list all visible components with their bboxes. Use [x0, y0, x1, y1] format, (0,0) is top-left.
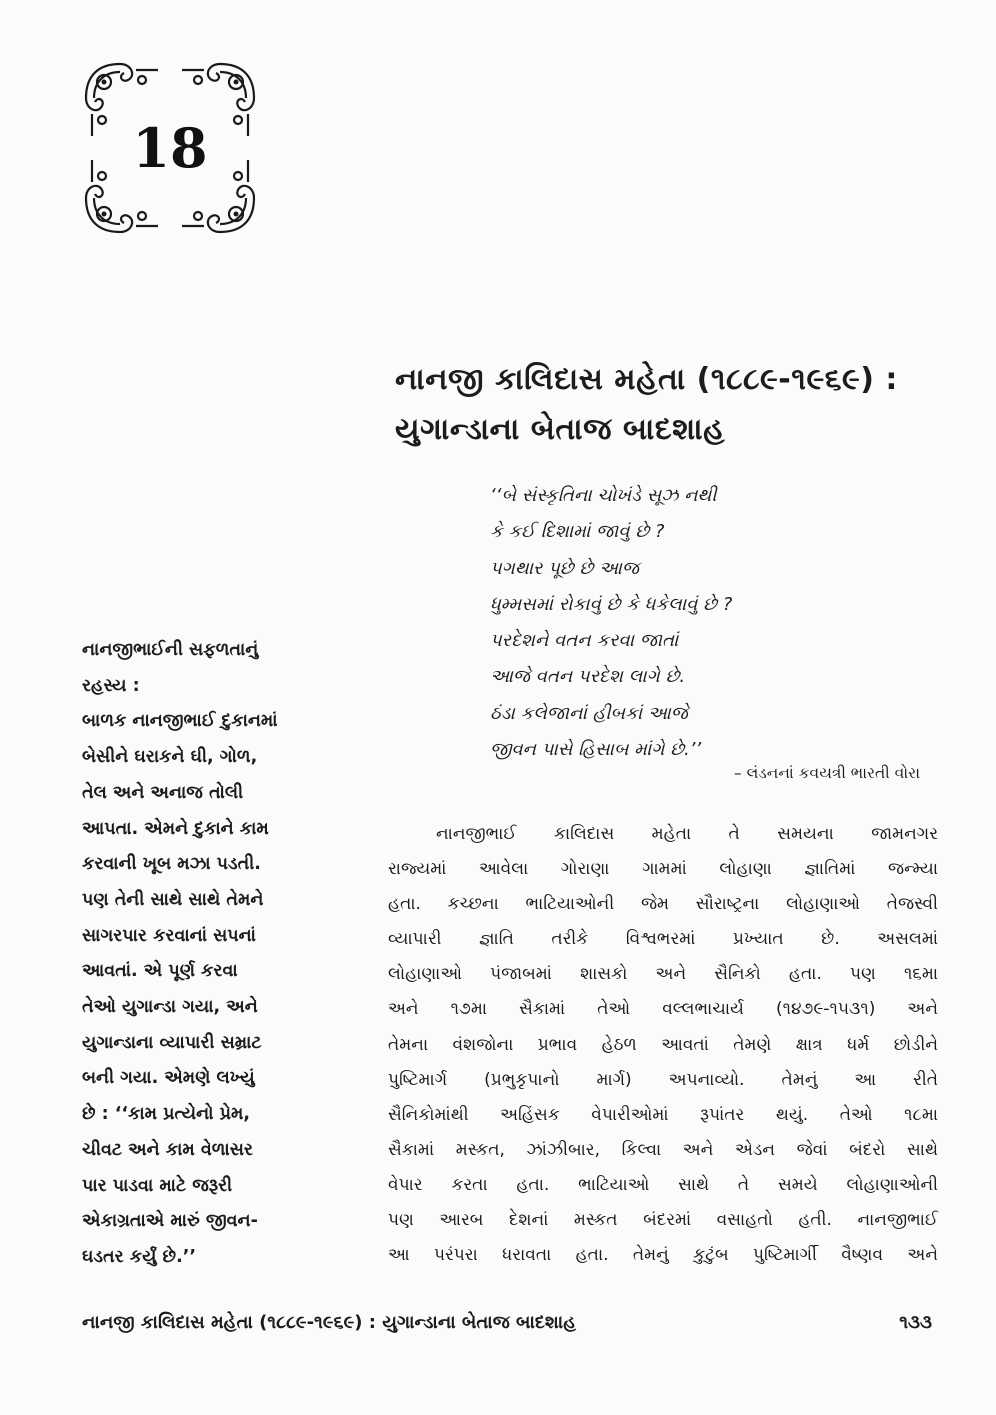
sidebar-line: છે : ‘‘કામ પ્રત્યેનો પ્રેમ,	[82, 1104, 250, 1125]
sidebar-line: આવતાં. એ પૂર્ણ કરવા	[82, 961, 238, 982]
sidebar-line: નાનજીભાઈની સફળતાનું	[82, 640, 259, 660]
body-line: સૈનિકોમાંથી અહિંસક વેપારીઓમાં રૂપાંતર થયું. તેઓ ૧૮મા	[388, 1104, 938, 1125]
body-line: વેપાર કરતા હતા. ભાટિયાઓ સાથે તે સમયે લોહાણાઓની	[388, 1174, 938, 1195]
body-line: રાજ્યમાં આવેલા ગોરાણા ગામમાં લોહાણા જ્ઞાતિમાં જન્મ્યા	[388, 859, 938, 880]
body-line: નાનજીભાઈ કાલિદાસ મહેતા તે સમયના જામનગર	[436, 824, 938, 844]
sidebar-line: પાર પાડવા માટે જરૂરી	[82, 1175, 233, 1196]
poem-line: ધુમ્મસમાં રોકાવું છે કે ધકેલાવું છે ?	[490, 593, 733, 615]
chapter-number: 18	[132, 116, 208, 180]
chapter-ornament	[80, 58, 260, 238]
sidebar-note	[82, 633, 372, 1276]
body-line: પણ આરબ દેશનાં મસ્કત બંદરમાં વસાહતો હતી. નાનજીભાઈ	[388, 1210, 938, 1231]
body-line: આ પરંપરા ધરાવતા હતા. તેમનું કુટુંબ પુષ્ટિમાર્ગી વૈષ્ણવ અને	[388, 1245, 938, 1266]
sidebar-line: તેલ અને અનાજ તોલી	[82, 782, 244, 803]
sidebar-line: પણ તેની સાથે સાથે તેમને	[82, 889, 264, 910]
sidebar-line: એકાગ્રતાએ મારું જીવન-	[82, 1211, 258, 1232]
sidebar-line: બેસીને ઘરાકને ઘી, ગોળ,	[82, 747, 258, 768]
poem-line: પરદેશને વતન કરવા જાતાં	[490, 630, 679, 652]
sidebar-line: યુગાન્ડાના વ્યાપારી સમ્રાટ	[82, 1032, 262, 1053]
body-line: લોહાણાઓ પંજાબમાં શાસકો અને સૈનિકો હતા. પણ ૧૬મા	[388, 964, 938, 985]
body-line: હતા. કચ્છના ભાટિયાઓની જેમ સૌરાષ્ટ્રના લોહાણાઓ તેજસ્વી	[388, 894, 938, 915]
running-footer-title: નાનજી કાલિદાસ મહેતા (૧૮૮૯-૧૯૬૯) : યુગાન્ડાના બેતાજ બાદશાહ	[82, 1312, 577, 1333]
sidebar-line: ઘડતર કર્યું છે.’’	[82, 1246, 197, 1267]
chapter-subtitle-line: યુગાન્ડાના બેતાજ બાદશાહ	[395, 412, 725, 447]
sidebar-line: આપતા. એમને દુકાને કામ	[82, 818, 269, 839]
body-line: સૈકામાં મસ્કત, ઝાંઝીબાર, કિલ્વા અને એડન જેવાં બંદરો સાથે	[388, 1139, 938, 1160]
poem-line: જીવન પાસે હિસાબ માંગે છે.’’	[490, 739, 702, 761]
sidebar-line: ચીવટ અને કામ વેળાસર	[82, 1139, 253, 1160]
sidebar-line: રહસ્ય :	[82, 675, 140, 696]
poem-credit: – લંડનનાં કવયત્રી ભારતી વોરા	[733, 764, 920, 782]
poem-line: પગથાર પૂછે છે આજ	[490, 557, 639, 579]
sidebar-line: બાળક નાનજીભાઈ દુકાનમાં	[82, 711, 278, 732]
body-paragraph	[388, 817, 938, 1273]
poem-line: ‘‘બે સંસ્કૃતિના ચોખંડે સૂઝ નથી	[490, 485, 717, 506]
body-line: વ્યાપારી જ્ઞાતિ તરીકે વિશ્વભરમાં પ્રખ્યાત છે. અસલમાં	[388, 929, 938, 950]
sidebar-line: કરવાની ખૂબ મઝા પડતી.	[82, 854, 261, 875]
sidebar-line: તેઓ યુગાન્ડા ગયા, અને	[82, 997, 258, 1018]
sidebar-line: બની ગયા. એમણે લખ્યું	[82, 1068, 255, 1089]
epigraph-poem	[490, 478, 920, 768]
chapter-title-line: નાનજી કાલિદાસ મહેતા (૧૮૮૯-૧૯૬૯) :	[395, 362, 898, 397]
body-line: પુષ્ટિમાર્ગ (પ્રભુકૃપાનો માર્ગ) અપનાવ્યો. તેમનું આ રીતે	[388, 1069, 938, 1090]
page-footer	[82, 1312, 932, 1344]
chapter-title	[395, 355, 955, 455]
page-number: ૧૩૩	[899, 1312, 932, 1333]
poem-line: ઠંડા કલેજાનાં હીબકાં આજે	[490, 702, 688, 724]
sidebar-line: સાગરપાર કરવાનાં સપનાં	[82, 925, 256, 946]
body-line: અને ૧૭મા સૈકામાં તેઓ વલ્લભાચાર્ય (૧૪૭૯-૧૫૩૧) અને	[388, 999, 938, 1020]
poem-line: આજે વતન પરદેશ લાગે છે.	[490, 666, 686, 688]
poem-line: કે કઈ દિશામાં જાવું છે ?	[490, 521, 665, 543]
body-line: તેમના વંશજોના પ્રભાવ હેઠળ આવતાં તેમણે ક્ષાત્ર ધર્મ છોડીને	[388, 1034, 938, 1055]
